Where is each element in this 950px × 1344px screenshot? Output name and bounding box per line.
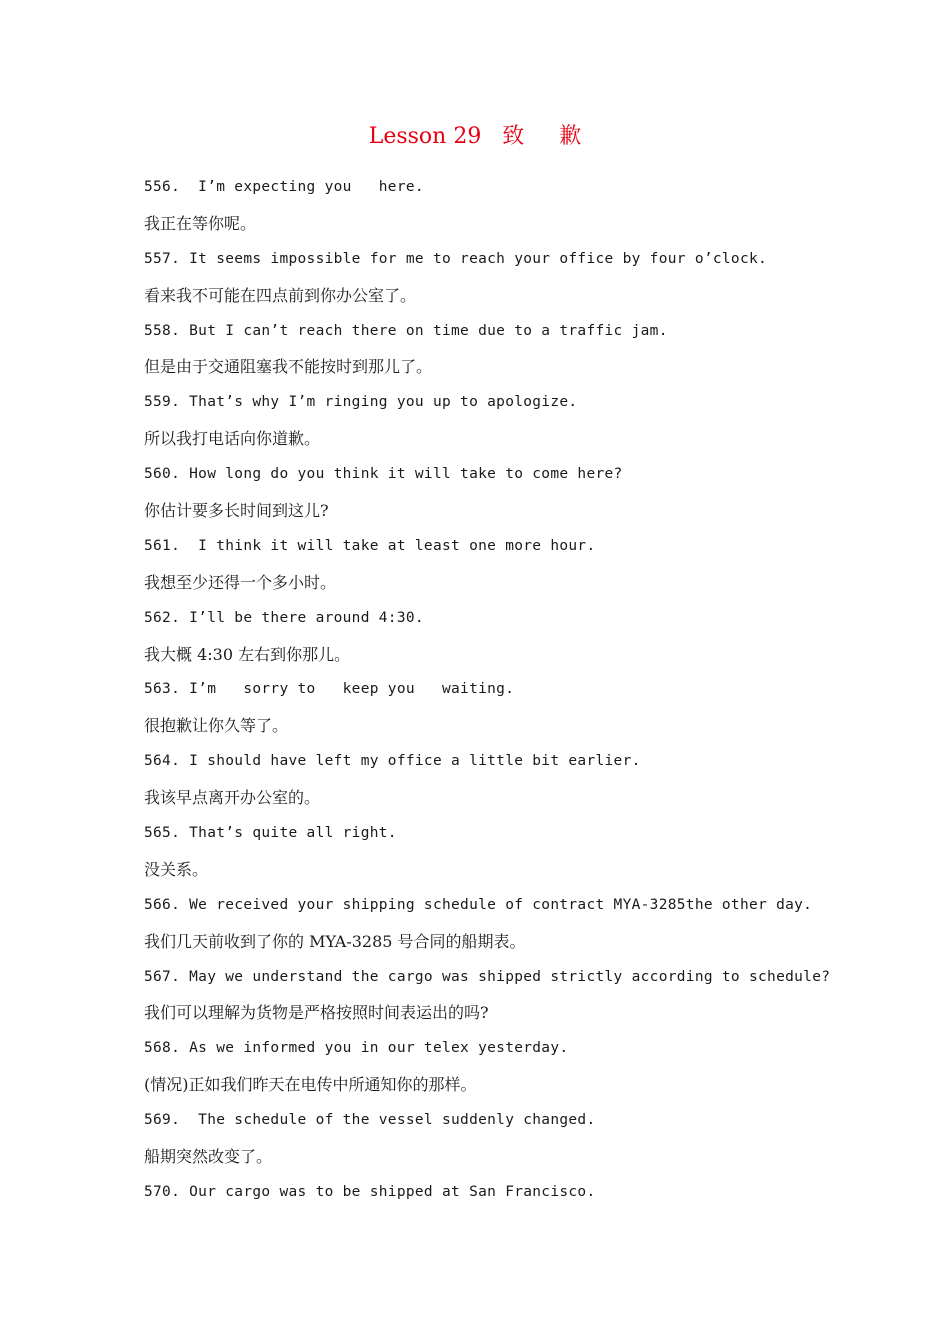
chinese-translation: 我想至少还得一个多小时。 [144, 572, 337, 592]
chinese-translation: 我大概 4:30 左右到你那儿。 [144, 644, 351, 664]
chinese-translation: 所以我打电话向你道歉。 [144, 429, 321, 449]
english-sentence: 559. That’s why I’m ringing you up to apologize. [144, 394, 578, 411]
english-sentence: 562. I’ll be there around 4:30. [144, 609, 424, 626]
english-sentence: 568. As we informed you in our telex yesterday. [144, 1040, 569, 1057]
english-sentence: 561. I think it will take at least one more hour. [144, 537, 596, 554]
chinese-translation: 但是由于交通阻塞我不能按时到那儿了。 [144, 357, 433, 377]
chinese-translation: 很抱歉让你久等了。 [144, 716, 289, 736]
chinese-translation: 我们几天前收到了你的 MYA-3285 号合同的船期表。 [144, 931, 526, 951]
english-sentence: 560. How long do you think it will take to come here? [144, 466, 623, 483]
english-sentence: 558. But I can’t reach there on time due to a traffic jam. [144, 322, 668, 339]
english-sentence: 556. I’m expecting you here. [144, 179, 424, 195]
chinese-translation: (情况)正如我们昨天在电传中所通知你的那样。 [144, 1075, 477, 1095]
english-sentence: 567. May we understand the cargo was shipped strictly according to schedule? [144, 968, 831, 985]
chinese-translation: 你估计要多长时间到这儿? [144, 501, 329, 521]
english-sentence: 557. It seems impossible for me to reach your office by four o’clock. [144, 250, 768, 267]
chinese-translation: 我们可以理解为货物是严格按照时间表运出的吗? [144, 1003, 489, 1023]
chinese-translation: 船期突然改变了。 [144, 1147, 273, 1167]
english-sentence: 570. Our cargo was to be shipped at San Francisco. [144, 1183, 596, 1200]
english-sentence: 569. The schedule of the vessel suddenly changed. [144, 1112, 596, 1129]
english-sentence: 566. We received your shipping schedule of contract MYA-3285the other day. [144, 896, 813, 913]
chinese-translation: 没关系。 [144, 859, 209, 879]
chinese-translation: 看来我不可能在四点前到你办公室了。 [144, 285, 417, 305]
chinese-translation: 我正在等你呢。 [144, 213, 257, 233]
sentence-list [144, 170, 844, 1211]
english-sentence: 564. I should have left my office a little bit earlier. [144, 753, 641, 770]
english-sentence: 565. That’s quite all right. [144, 825, 397, 842]
english-sentence: 563. I’m sorry to keep you waiting. [144, 681, 515, 698]
chinese-translation: 我该早点离开办公室的。 [144, 788, 321, 808]
lesson-title: Lesson 29 致 歉 [368, 124, 582, 149]
